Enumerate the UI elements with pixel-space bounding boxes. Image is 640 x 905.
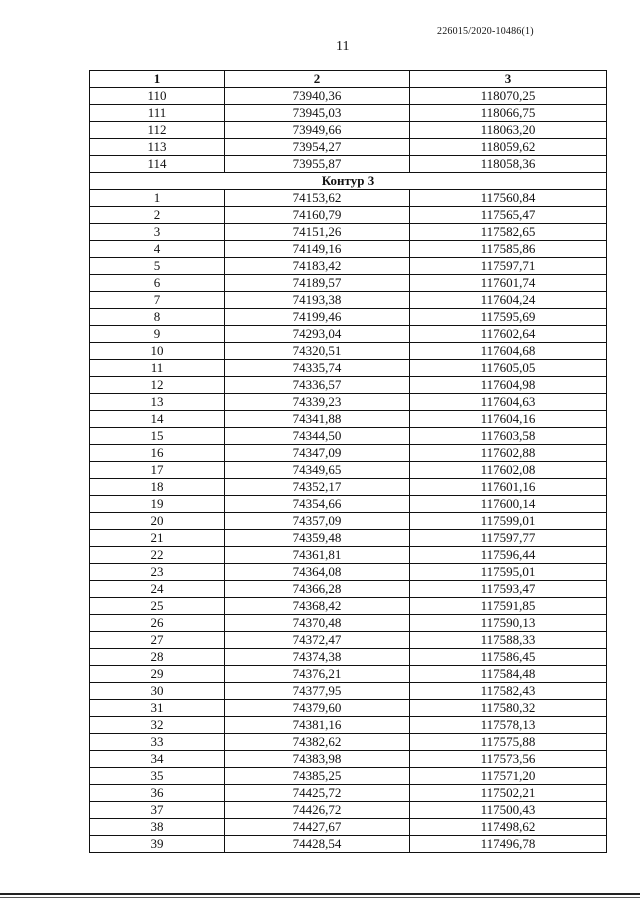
cell-y-coordinate: 117602,88 [410, 445, 607, 462]
cell-x-coordinate: 74428,54 [225, 836, 410, 853]
cell-y-coordinate: 117498,62 [410, 819, 607, 836]
table-row [90, 547, 607, 564]
cell-x-coordinate: 74193,38 [225, 292, 410, 309]
cell-y-coordinate: 117586,45 [410, 649, 607, 666]
cell-point-number: 29 [90, 666, 225, 683]
cell-y-coordinate: 118059,62 [410, 139, 607, 156]
document-id: 226015/2020-10486(1) [437, 26, 534, 37]
cell-point-number: 24 [90, 581, 225, 598]
table-row [90, 802, 607, 819]
coordinates-table-body [90, 71, 607, 853]
cell-point-number: 34 [90, 751, 225, 768]
table-row [90, 717, 607, 734]
cell-x-coordinate: 74293,04 [225, 326, 410, 343]
cell-y-coordinate: 118066,75 [410, 105, 607, 122]
cell-x-coordinate: 74153,62 [225, 190, 410, 207]
cell-y-coordinate: 117575,88 [410, 734, 607, 751]
cell-point-number: 19 [90, 496, 225, 513]
cell-point-number: 27 [90, 632, 225, 649]
cell-y-coordinate: 117604,16 [410, 411, 607, 428]
scan-edge-line-secondary [0, 897, 640, 898]
cell-point-number: 110 [90, 88, 225, 105]
cell-point-number: 30 [90, 683, 225, 700]
coordinates-table [89, 70, 607, 853]
table-row [90, 139, 607, 156]
cell-y-coordinate: 117605,05 [410, 360, 607, 377]
table-row [90, 496, 607, 513]
cell-y-coordinate: 117604,63 [410, 394, 607, 411]
table-row [90, 836, 607, 853]
table-row [90, 343, 607, 360]
cell-y-coordinate: 117582,65 [410, 224, 607, 241]
table-row [90, 683, 607, 700]
table-row [90, 734, 607, 751]
cell-y-coordinate: 117599,01 [410, 513, 607, 530]
cell-x-coordinate: 74372,47 [225, 632, 410, 649]
cell-y-coordinate: 117500,43 [410, 802, 607, 819]
cell-x-coordinate: 74352,17 [225, 479, 410, 496]
cell-y-coordinate: 117601,16 [410, 479, 607, 496]
table-row [90, 768, 607, 785]
cell-y-coordinate: 117604,98 [410, 377, 607, 394]
page-number: 11 [336, 39, 350, 54]
cell-x-coordinate: 73945,03 [225, 105, 410, 122]
table-row [90, 394, 607, 411]
cell-y-coordinate: 117593,47 [410, 581, 607, 598]
table-row [90, 632, 607, 649]
cell-x-coordinate: 74377,95 [225, 683, 410, 700]
table-row [90, 275, 607, 292]
cell-y-coordinate: 117604,68 [410, 343, 607, 360]
cell-point-number: 33 [90, 734, 225, 751]
cell-y-coordinate: 117496,78 [410, 836, 607, 853]
cell-point-number: 114 [90, 156, 225, 173]
cell-y-coordinate: 117602,64 [410, 326, 607, 343]
cell-point-number: 8 [90, 309, 225, 326]
header-cell-y: 3 [410, 71, 607, 88]
cell-x-coordinate: 74183,42 [225, 258, 410, 275]
table-row [90, 445, 607, 462]
table-row [90, 564, 607, 581]
cell-x-coordinate: 74370,48 [225, 615, 410, 632]
cell-point-number: 36 [90, 785, 225, 802]
cell-point-number: 113 [90, 139, 225, 156]
cell-x-coordinate: 74344,50 [225, 428, 410, 445]
table-row [90, 700, 607, 717]
cell-y-coordinate: 117585,86 [410, 241, 607, 258]
cell-y-coordinate: 117601,74 [410, 275, 607, 292]
table-row [90, 377, 607, 394]
cell-point-number: 1 [90, 190, 225, 207]
cell-point-number: 15 [90, 428, 225, 445]
cell-point-number: 37 [90, 802, 225, 819]
cell-x-coordinate: 74320,51 [225, 343, 410, 360]
header-cell-x: 2 [225, 71, 410, 88]
cell-x-coordinate: 74349,65 [225, 462, 410, 479]
table-row [90, 360, 607, 377]
cell-point-number: 39 [90, 836, 225, 853]
cell-y-coordinate: 117565,47 [410, 207, 607, 224]
cell-x-coordinate: 74357,09 [225, 513, 410, 530]
table-row [90, 513, 607, 530]
cell-point-number: 13 [90, 394, 225, 411]
cell-x-coordinate: 74347,09 [225, 445, 410, 462]
cell-y-coordinate: 117590,13 [410, 615, 607, 632]
cell-x-coordinate: 73954,27 [225, 139, 410, 156]
cell-y-coordinate: 117584,48 [410, 666, 607, 683]
cell-point-number: 14 [90, 411, 225, 428]
cell-point-number: 25 [90, 598, 225, 615]
cell-y-coordinate: 117571,20 [410, 768, 607, 785]
cell-point-number: 28 [90, 649, 225, 666]
table-row [90, 598, 607, 615]
cell-point-number: 4 [90, 241, 225, 258]
table-row [90, 88, 607, 105]
cell-y-coordinate: 117597,71 [410, 258, 607, 275]
cell-x-coordinate: 73949,66 [225, 122, 410, 139]
cell-x-coordinate: 74426,72 [225, 802, 410, 819]
header-cell-point: 1 [90, 71, 225, 88]
cell-point-number: 7 [90, 292, 225, 309]
table-row [90, 411, 607, 428]
cell-point-number: 26 [90, 615, 225, 632]
cell-point-number: 21 [90, 530, 225, 547]
cell-x-coordinate: 74189,57 [225, 275, 410, 292]
cell-x-coordinate: 73955,87 [225, 156, 410, 173]
cell-y-coordinate: 117595,01 [410, 564, 607, 581]
cell-point-number: 18 [90, 479, 225, 496]
table-row [90, 258, 607, 275]
cell-x-coordinate: 74383,98 [225, 751, 410, 768]
cell-y-coordinate: 117600,14 [410, 496, 607, 513]
cell-y-coordinate: 118063,20 [410, 122, 607, 139]
cell-y-coordinate: 117597,77 [410, 530, 607, 547]
cell-point-number: 9 [90, 326, 225, 343]
cell-point-number: 10 [90, 343, 225, 360]
cell-x-coordinate: 74361,81 [225, 547, 410, 564]
table-row [90, 615, 607, 632]
cell-point-number: 12 [90, 377, 225, 394]
cell-point-number: 31 [90, 700, 225, 717]
cell-point-number: 11 [90, 360, 225, 377]
cell-x-coordinate: 74376,21 [225, 666, 410, 683]
cell-point-number: 112 [90, 122, 225, 139]
cell-point-number: 2 [90, 207, 225, 224]
cell-y-coordinate: 117588,33 [410, 632, 607, 649]
cell-point-number: 38 [90, 819, 225, 836]
cell-y-coordinate: 117595,69 [410, 309, 607, 326]
table-row [90, 479, 607, 496]
table-row [90, 122, 607, 139]
table-row [90, 751, 607, 768]
table-row [90, 105, 607, 122]
table-row [90, 819, 607, 836]
cell-y-coordinate: 118058,36 [410, 156, 607, 173]
table-row [90, 190, 607, 207]
cell-point-number: 32 [90, 717, 225, 734]
table-row [90, 241, 607, 258]
cell-y-coordinate: 117591,85 [410, 598, 607, 615]
cell-point-number: 35 [90, 768, 225, 785]
cell-point-number: 6 [90, 275, 225, 292]
cell-point-number: 16 [90, 445, 225, 462]
cell-y-coordinate: 117603,58 [410, 428, 607, 445]
cell-y-coordinate: 117560,84 [410, 190, 607, 207]
table-row [90, 581, 607, 598]
cell-y-coordinate: 117580,32 [410, 700, 607, 717]
cell-x-coordinate: 74149,16 [225, 241, 410, 258]
cell-x-coordinate: 74425,72 [225, 785, 410, 802]
cell-y-coordinate: 117578,13 [410, 717, 607, 734]
table-row [90, 785, 607, 802]
cell-point-number: 22 [90, 547, 225, 564]
cell-x-coordinate: 74359,48 [225, 530, 410, 547]
cell-x-coordinate: 74382,62 [225, 734, 410, 751]
table-row [90, 649, 607, 666]
cell-x-coordinate: 74199,46 [225, 309, 410, 326]
cell-x-coordinate: 74339,23 [225, 394, 410, 411]
cell-x-coordinate: 74427,67 [225, 819, 410, 836]
cell-y-coordinate: 117573,56 [410, 751, 607, 768]
table-row [90, 309, 607, 326]
table-row [90, 462, 607, 479]
cell-y-coordinate: 117582,43 [410, 683, 607, 700]
table-row [90, 530, 607, 547]
cell-x-coordinate: 74336,57 [225, 377, 410, 394]
cell-point-number: 5 [90, 258, 225, 275]
table-row [90, 292, 607, 309]
cell-x-coordinate: 74379,60 [225, 700, 410, 717]
cell-point-number: 17 [90, 462, 225, 479]
table-row [90, 156, 607, 173]
table-header-row [90, 71, 607, 88]
table-row [90, 207, 607, 224]
cell-x-coordinate: 73940,36 [225, 88, 410, 105]
cell-x-coordinate: 74341,88 [225, 411, 410, 428]
section-title: Контур 3 [90, 173, 607, 190]
cell-x-coordinate: 74151,26 [225, 224, 410, 241]
table-row [90, 224, 607, 241]
cell-y-coordinate: 117502,21 [410, 785, 607, 802]
table-row [90, 326, 607, 343]
table-row [90, 428, 607, 445]
cell-y-coordinate: 118070,25 [410, 88, 607, 105]
cell-x-coordinate: 74364,08 [225, 564, 410, 581]
cell-point-number: 3 [90, 224, 225, 241]
cell-y-coordinate: 117596,44 [410, 547, 607, 564]
cell-y-coordinate: 117604,24 [410, 292, 607, 309]
section-row [90, 173, 607, 190]
cell-x-coordinate: 74381,16 [225, 717, 410, 734]
scan-edge-line [0, 893, 640, 895]
cell-x-coordinate: 74385,25 [225, 768, 410, 785]
cell-x-coordinate: 74160,79 [225, 207, 410, 224]
cell-x-coordinate: 74335,74 [225, 360, 410, 377]
cell-point-number: 23 [90, 564, 225, 581]
cell-x-coordinate: 74354,66 [225, 496, 410, 513]
cell-point-number: 111 [90, 105, 225, 122]
cell-x-coordinate: 74374,38 [225, 649, 410, 666]
table-row [90, 666, 607, 683]
cell-x-coordinate: 74368,42 [225, 598, 410, 615]
cell-x-coordinate: 74366,28 [225, 581, 410, 598]
cell-point-number: 20 [90, 513, 225, 530]
cell-y-coordinate: 117602,08 [410, 462, 607, 479]
